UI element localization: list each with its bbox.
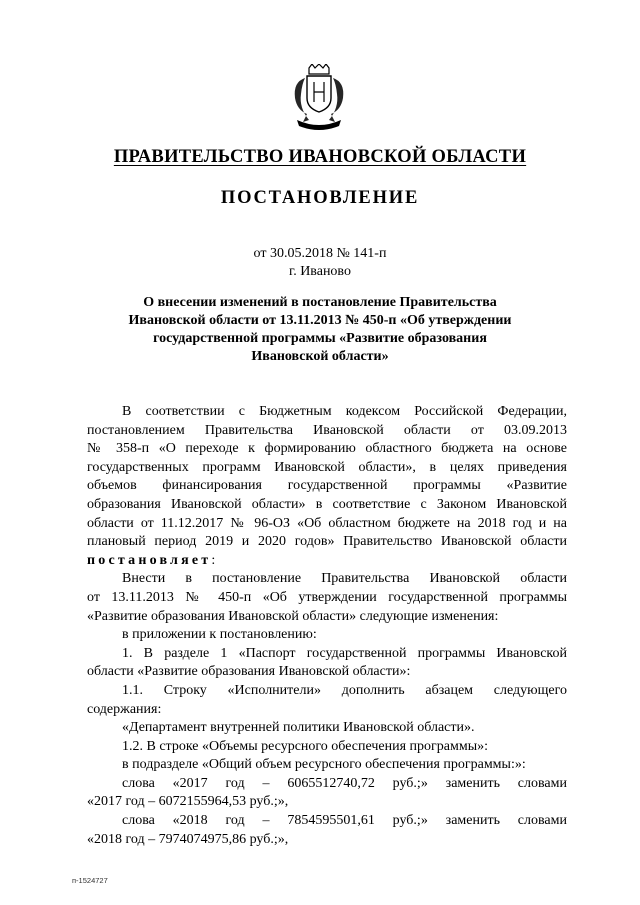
body-line: слова «2018 год – 7854595501,61 руб.;» заменить словами: [122, 813, 567, 829]
government-title: ПРАВИТЕЛЬСТВО ИВАНОВСКОЙ ОБЛАСТИ: [113, 147, 527, 167]
body-line: области «Развитие образования Ивановской области»:: [87, 664, 411, 680]
body-line: Внести в постановление Правительства Ивановской области: [122, 571, 567, 587]
coat-of-arms-icon: [287, 64, 351, 130]
body-line: В соответствии с Бюджетным кодексом Российской Федерации,: [122, 404, 567, 419]
body-line: в приложении к постановлению:: [122, 627, 317, 643]
body-line: от 13.11.2013 № 450-п «Об утверждении государственной программы: [87, 589, 567, 605]
body-line: 1.2. В строке «Объемы ресурсного обеспечения программы»:: [122, 738, 489, 754]
body-line: «2017 год – 6072155964,53 руб.;»,: [87, 794, 289, 810]
title-line: О внесении изменений в постановление Правительства: [143, 295, 497, 310]
body-line: слова «2017 год – 6065512740,72 руб.;» заменить словами: [122, 775, 567, 791]
body-line: государственных программ Ивановской области», в целях приведения: [87, 459, 567, 475]
title-line: государственной программы «Развитие образования: [153, 331, 487, 346]
decree-colon: :: [211, 552, 216, 568]
body-line: «2018 год – 7974074975,86 руб.;»,: [87, 831, 289, 847]
body-line: образования Ивановской области» в соответствие с Законом Ивановской: [87, 496, 567, 512]
title-line: Ивановской области от 13.11.2013 № 450-п «Об утверждении: [128, 313, 512, 328]
body-line: № 358-п «О переходе к формированию областного бюджета на основе: [87, 441, 567, 457]
body-line: 1.1. Строку «Исполнители» дополнить абзацем следующего: [122, 682, 567, 698]
title-line: Ивановской области»: [251, 349, 389, 364]
body-line: «Департамент внутренней политики Ивановской области».: [122, 720, 475, 736]
body-line: области от 11.12.2017 № 96-ОЗ «Об областном бюджете на 2018 год и на: [87, 515, 567, 531]
resolution-title: [0, 294, 640, 366]
city: г. Иваново: [289, 264, 351, 279]
document-type: ПОСТАНОВЛЕНИЕ: [220, 188, 420, 208]
date-number: от 30.05.2018 № 141-п: [253, 246, 387, 261]
decree-word: постановляет: [87, 552, 212, 568]
body-line: «Развитие образования Ивановской области» следующие изменения:: [87, 608, 499, 624]
body-line: объемов финансирования государственной программы «Развитие: [87, 478, 567, 494]
document-code: п-1524727: [72, 876, 108, 885]
body-line: в подразделе «Общий объем ресурсного обеспечения программы:»:: [122, 757, 526, 773]
body-line: [87, 552, 567, 571]
body-line: содержания:: [87, 701, 162, 717]
body-line: 1. В разделе 1 «Паспорт государственной программы Ивановской: [122, 645, 567, 661]
resolution-body: [87, 403, 567, 849]
body-line: постановлением Правительства Ивановской области от 03.09.2013: [87, 422, 567, 438]
body-line: плановый период 2019 и 2020 годов» Правительство Ивановской области: [87, 534, 567, 550]
